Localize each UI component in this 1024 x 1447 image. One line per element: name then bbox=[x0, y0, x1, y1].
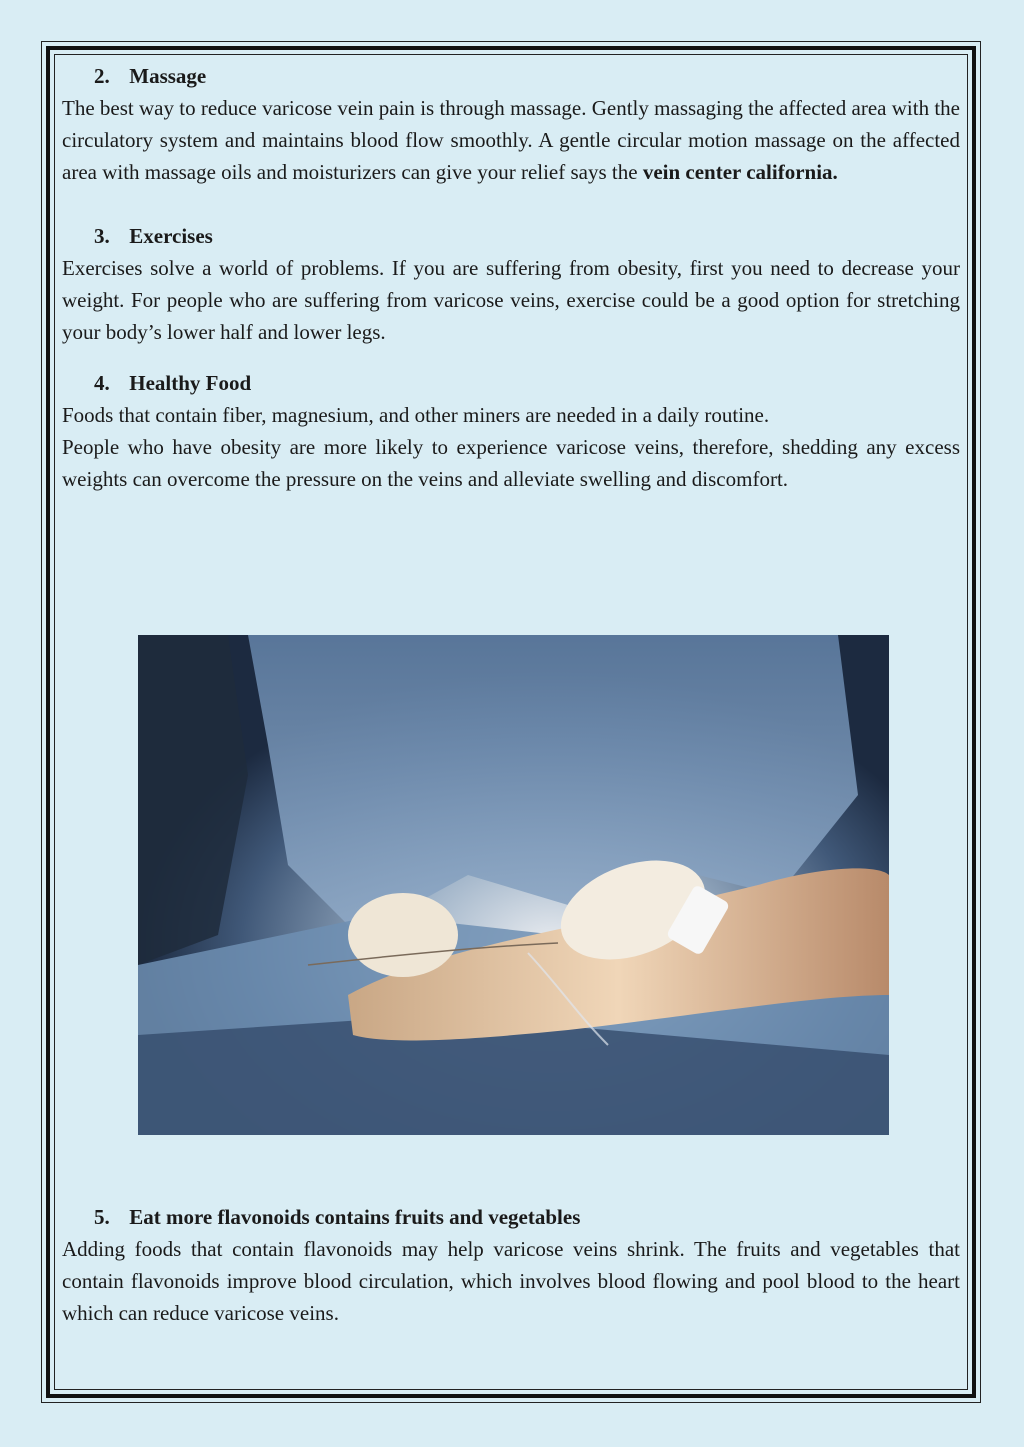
section-heading-healthy-food bbox=[62, 367, 960, 399]
section-number: 2. bbox=[94, 64, 110, 88]
surgery-photo bbox=[138, 635, 889, 1135]
section-number: 3. bbox=[94, 224, 110, 248]
spacer bbox=[62, 348, 960, 367]
section-body-healthy-food-2: People who have obesity are more likely to experience varicose veins, therefore, shedding any excess weights can overcome the pressure on the veins and alleviate swelling and discomfort. bbox=[62, 435, 960, 491]
section-title: Massage bbox=[129, 64, 207, 88]
vein-center-link[interactable]: vein center california. bbox=[642, 160, 838, 184]
section-heading-exercises bbox=[62, 220, 960, 252]
surgery-photo-icon bbox=[138, 635, 889, 1135]
content-upper bbox=[62, 60, 960, 495]
section-body-flavonoids: Adding foods that contain flavonoids may help varicose veins shrink. The fruits and vegetables that contain flavonoids improve blood circulation, which involves blood flowing and pool blood to the heart which can reduce varicose veins. bbox=[62, 1237, 960, 1325]
content-lower bbox=[62, 1201, 960, 1329]
spacer bbox=[62, 188, 960, 220]
section-body-exercises: Exercises solve a world of problems. If you are suffering from obesity, first you need to decrease your weight. For people who are suffering from varicose veins, exercise could be a good option for stretching your body’s lower half and lower legs. bbox=[62, 256, 960, 344]
section-title: Exercises bbox=[129, 224, 213, 248]
section-number: 5. bbox=[94, 1205, 110, 1229]
section-text: The best way to reduce varicose vein pain is through massage. Gently massaging the affected area with the circulatory system and maintains blood flow smoothly. A gentle circular motion massage on the affected area with massage oils and moisturizers can give your relief says the bbox=[62, 96, 960, 184]
section-heading-massage bbox=[62, 60, 960, 92]
section-body-massage bbox=[62, 92, 960, 188]
section-title: Eat more flavonoids contains fruits and vegetables bbox=[129, 1205, 581, 1229]
section-number: 4. bbox=[94, 371, 110, 395]
section-heading-flavonoids bbox=[62, 1201, 960, 1233]
section-body-healthy-food: Foods that contain fiber, magnesium, and other miners are needed in a daily routine. bbox=[62, 403, 770, 427]
section-title: Healthy Food bbox=[129, 371, 252, 395]
